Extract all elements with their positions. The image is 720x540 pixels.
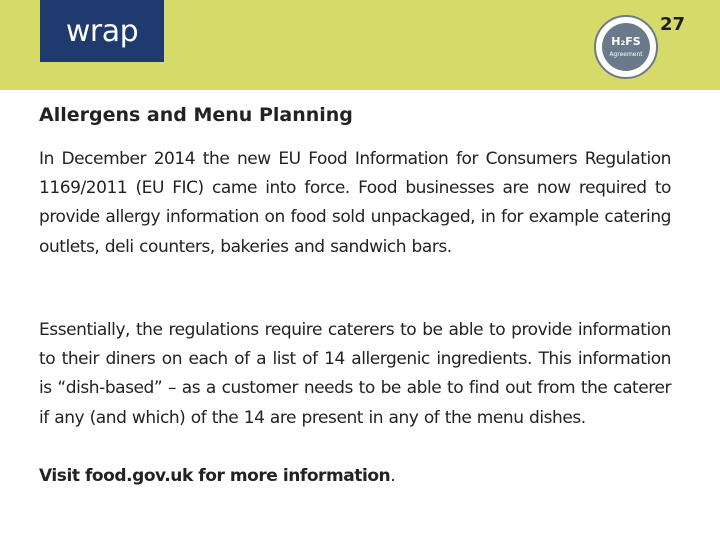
page-number: 27 (660, 14, 686, 35)
badge-title: H₂FS (611, 35, 641, 48)
header-band (0, 0, 720, 90)
closing-period: . (390, 466, 396, 486)
paragraph-intro: In December 2014 the new EU Food Information for Consumers Regulation 1169/2011 (EU FIC) came into force. Food businesses are now required to provide allergy information on food sold unpackaged, in for example catering outlets, deli counters, bakeries and sandwich bars. (39, 149, 671, 257)
wrap-logo-text: wrap (65, 13, 139, 49)
h2fs-agreement-badge-icon (593, 14, 659, 80)
page-title: Allergens and Menu Planning (39, 104, 353, 126)
badge-subtitle: Agreement (609, 51, 643, 58)
wrap-logo (40, 0, 164, 62)
closing-line (39, 462, 395, 491)
food-gov-link[interactable]: Visit food.gov.uk for more information (39, 466, 391, 486)
paragraph-regulations: Essentially, the regulations require caterers to be able to provide information to their diners on each of a list of 14 allergenic ingredients. This information is “dish-based” – as a customer needs to be able to find out from the caterer if any (and which) of the 14 are present in any of the menu dishes. (39, 320, 671, 428)
